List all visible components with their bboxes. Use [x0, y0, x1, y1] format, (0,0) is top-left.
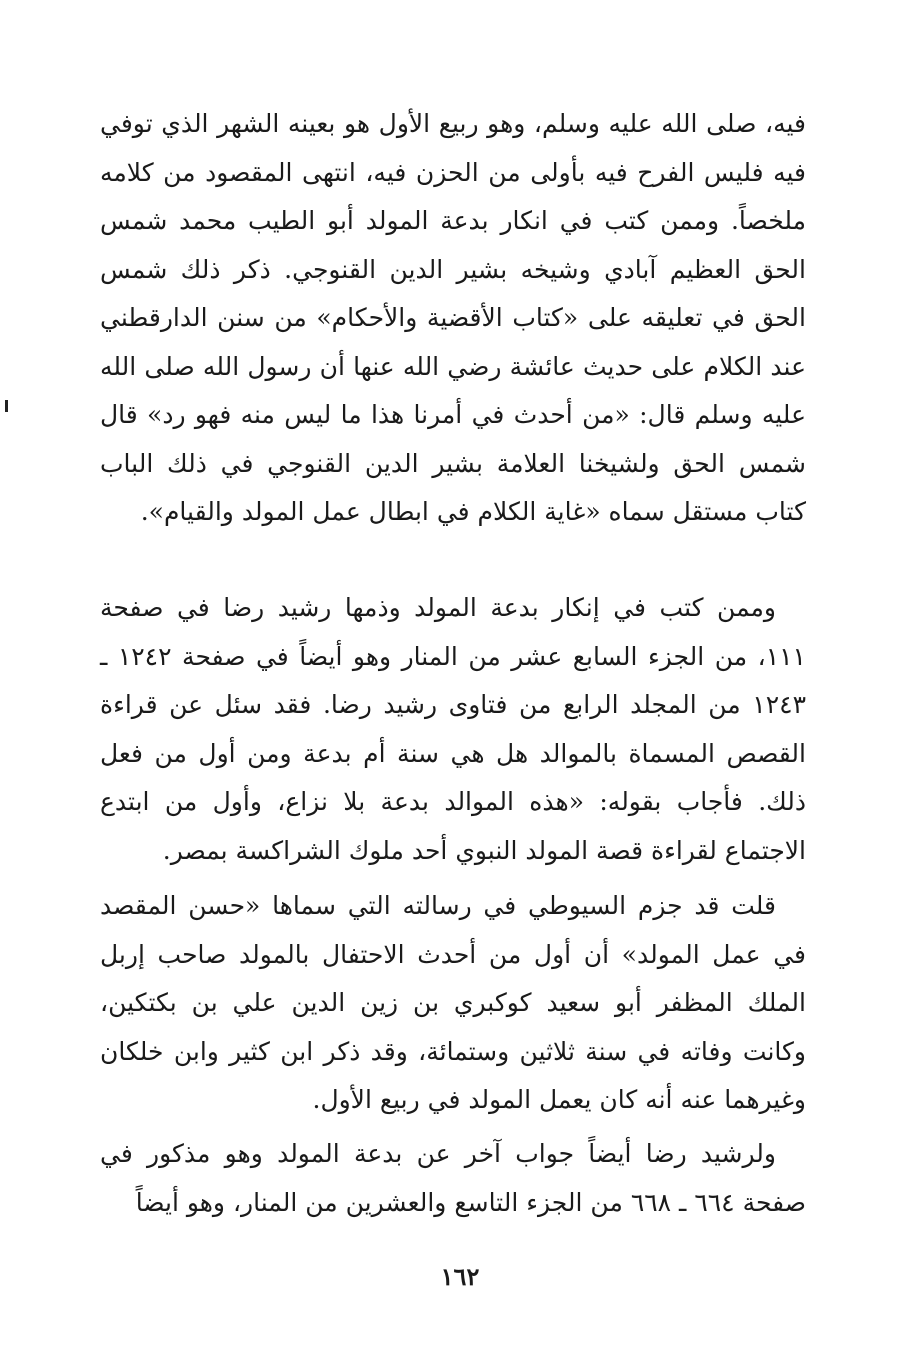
- paragraph-2: وممن كتب في إنكار بدعة المولد وذمها رشيد رضا في صفحة ١١١، من الجزء السابع عشر من المنار وهو أيضاً في صفحة ١٢٤٢ ـ ١٢٤٣ من المجلد الرابع من فتاوى رشيد رضا. فقد سئل عن قراءة القصص المسماة بالموالد هل هي سنة أم بدعة ومن أول من فعل ذلك. فأجاب بقوله: «هذه الموالد بدعة بلا نزاع، وأول من ابتدع الاجتماع لقراءة قصة المولد النبوي أحد ملوك الشراكسة بمصر.: [100, 593, 806, 865]
- margin-mark: [5, 400, 8, 412]
- paragraph-1: فيه، صلى الله عليه وسلم، وهو ربيع الأول هو بعينه الشهر الذي توفي فيه فليس الفرح فيه بأولى من الحزن فيه، انتهى المقصود من كلامه ملخصاً. وممن كتب في انكار بدعة المولد أبو الطيب محمد شمس الحق العظيم آبادي وشيخه بشير الدين القنوجي. ذكر ذلك شمس الحق في تعليقه على «كتاب الأقضية والأحكام» من سنن الدارقطني عند الكلام على حديث عائشة رضي الله عنها أن رسول الله صلى الله عليه وسلم قال: «من أحدث في أمرنا هذا ما ليس منه فهو رد» قال شمس الحق ولشيخنا العلامة بشير الدين القنوجي في ذلك الباب كتاب مستقل سماه «غاية الكلام في ابطال عمل المولد والقيام».: [100, 109, 806, 526]
- paragraph-3: قلت قد جزم السيوطي في رسالته التي سماها «حسن المقصد في عمل المولد» أن أول من أحدث الاحتفال بالمولد صاحب إربل الملك المظفر أبو سعيد كوكبري بن زين الدين علي بن بكتكين، وكانت وفاته في سنة ثلاثين وستمائة، وقد ذكر ابن كثير وابن خلكان وغيرهما عنه أنه كان يعمل المولد في ربيع الأول.: [100, 891, 806, 1114]
- paragraph-4: ولرشيد رضا أيضاً جواب آخر عن بدعة المولد وهو مذكور في صفحة ٦٦٤ ـ ٦٦٨ من الجزء التاسع والعشرين من المنار، وهو أيضاً: [100, 1139, 806, 1217]
- page-number: ١٦٢: [440, 1262, 480, 1291]
